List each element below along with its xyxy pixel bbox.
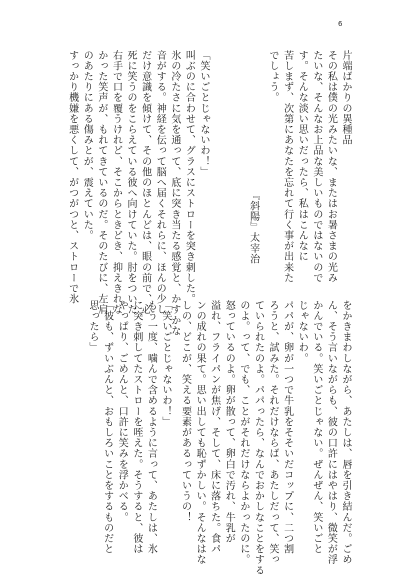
text-line: 叫ぶのに合わせて、グラスにストローを突き刺した。: [183, 50, 195, 305]
text-line: かんでいる。笑いごとじゃない。ぜんぜん、笑いごと: [310, 300, 322, 555]
text-line: じゃないわ。: [296, 300, 308, 364]
text-line: 「笑いごとじゃないわ！」: [160, 300, 171, 428]
text-line: 右手で口を覆うけれど、そこからときどき、抑えきれな: [110, 50, 122, 315]
text-line: 怒っているのよ。卵が散って、卵白で汚れ、牛乳が: [223, 300, 235, 544]
text-line: だけ意識を傾けて、その他のほとんどは、眼の前で、必: [139, 50, 151, 315]
text-line: その私は僕の光みたいな、またはお暑さまの光み: [325, 50, 337, 284]
top-middle-text-block: [64, 50, 210, 336]
text-line: のあたりにある傷みとが、震えていた。: [81, 50, 93, 241]
text-line: 音がする。神経を伝って脳へ届くそれらに、ほんの少し: [154, 50, 166, 315]
text-line: たいな、そんなお上品な美しいものではないので: [310, 50, 322, 284]
text-line: をかきまわしながら、あたしは、唇を引き結んだ。ごめ: [340, 300, 351, 565]
text-line: もう一度、噛んで含めるように言って、あたしは、氷: [145, 300, 157, 555]
text-line: に突き刺してたストローを咥えた。そうすると、彼は: [130, 300, 142, 555]
text-line: 「笑いごとじゃないわ！」: [198, 50, 209, 178]
text-line: 「彼も、ずいぶんと、おもしろいことをするものだと: [101, 300, 113, 555]
text-line: のよ。って、でも、ことがそれだけならよかったのに。: [237, 300, 249, 565]
text-line: 死に笑うのをこらえている彼へ向けていた。肘をついた: [125, 50, 137, 315]
text-line: パパが、卵が一つで牛乳をそそいだコップに、二つ割: [281, 300, 293, 555]
text-line: 片端ばかりの異種品: [340, 50, 351, 146]
text-line: ていられたのよ。パパったら、なんでおかしなことをする: [252, 300, 264, 576]
bottom-left-text-block: [84, 300, 172, 554]
signature-source: 『斜陽』: [247, 190, 259, 233]
text-line: 苦しまず、次第にあなたを忘れて行く事が出来た: [281, 50, 293, 284]
text-line: ん、そう言いながらも、彼の口許にはやはり、微笑が浮: [325, 300, 337, 565]
text-line: かった笑声が、もれてきているのだ。そのたびに、左肩: [95, 50, 107, 315]
bottom-right-text-block: [177, 300, 352, 576]
signature-author: 太宰治: [247, 232, 259, 265]
text-line: ンの成れの果て。思い出しても恥ずかしい。そんなはな: [194, 300, 206, 565]
text-line: すっかり機嫌を悪くして、がつがつと、ストローで氷: [66, 50, 78, 305]
page-number: 6: [338, 20, 343, 28]
text-line: しの、どこが、笑える要素があるっていうの！: [179, 300, 191, 523]
text-line: 氷の冷たさに気を通って、底に突き当たる感覚と、かすかな: [168, 50, 180, 337]
text-line: ろうと、試みた。それだけならば、あたしだって、笑っ: [267, 300, 279, 565]
quote-signature: [245, 190, 260, 264]
text-line: やっぱり、ごめんと、口許に笑みを浮かべる。: [116, 300, 128, 523]
text-line: す。そんな淡い思いだったら、私はこんなに: [296, 50, 308, 262]
text-line: でしょう。: [267, 50, 279, 103]
text-line: 溢れ、フライパンが焦げ、そして、床に落ちた。食パ: [208, 300, 220, 555]
text-line: 思ったら」: [87, 300, 99, 353]
top-right-text-block: [264, 50, 352, 283]
